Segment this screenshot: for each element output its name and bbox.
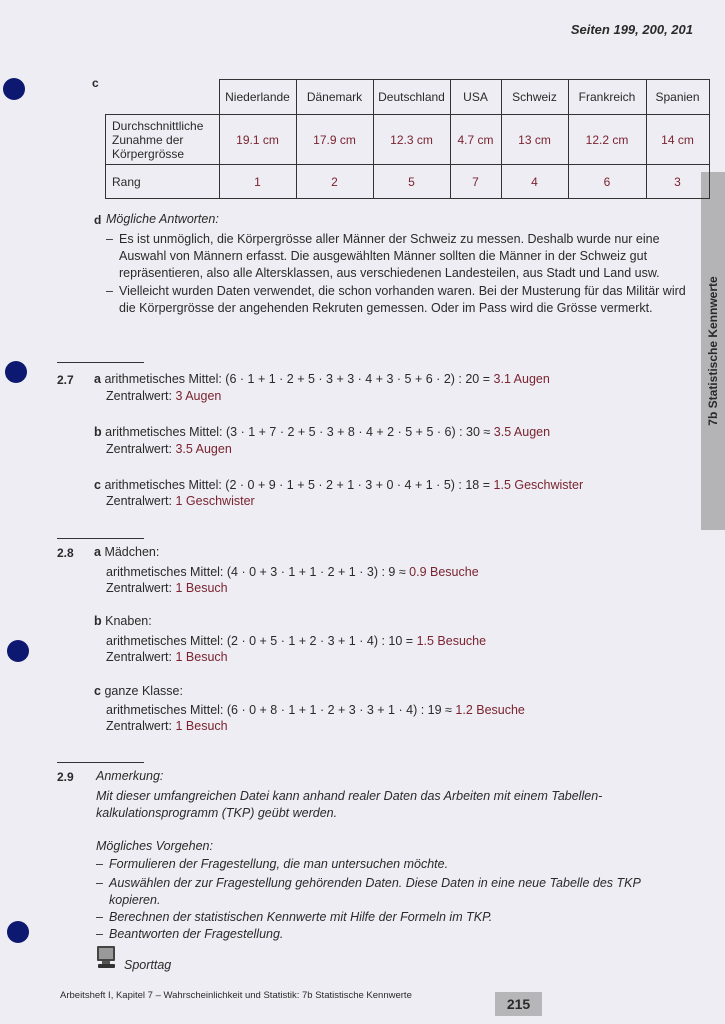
part-c-label: c [92,76,99,90]
column-header: Spanien [646,80,709,115]
answer-item: Es ist unmöglich, die Körpergrösse aller Männer der Schweiz zu messen. Deshalb wurde nur eine Auswahl von Männern erfasst. Die ausgewählten Männer sollten die Männer in der Schweiz gut repräsentieren, also alle Altersklassen, aus verschiedenen Landesteilen, aus Stadt und Land usw. [119,232,660,280]
row-header: Durchschnittliche Zunahme der Körpergrösse [106,115,220,165]
median-label: Zentralwert: [106,494,172,508]
part-label: c [94,684,101,698]
exercise-number: 2.9 [57,770,74,784]
binder-hole [7,921,29,943]
table-cell: 5 [373,165,450,199]
part-label: b [94,425,102,439]
table-cell: 4 [501,165,568,199]
answers-title: Mögliche Antworten: [106,212,219,226]
table-row [106,115,710,165]
table-cell: 7 [450,165,501,199]
part-label: a [94,545,101,559]
median-label: Zentralwert: [106,650,172,664]
median-line [106,650,228,664]
step-item: Beantworten der Fragestellung. [109,927,284,941]
section-rule [57,538,144,539]
answer-item: Vielleicht wurden Daten verwendet, die schon vorhanden waren. Bei der Musterung für das Militär wird die Körpergrösse der angehenden Rekruten gemessen. Oder im Pass wird die Grösse vermerkt. [119,284,686,315]
table-cell: 4.7 cm [450,115,501,165]
bullet-dash: – [96,876,103,890]
mean-line [94,372,550,386]
group-label: Knaben: [105,614,152,628]
computer-icon [96,945,118,969]
median-label: Zentralwert: [106,442,172,456]
mean-answer: 1.5 Geschwister [493,478,584,492]
note-text: Mit dieser umfangreichen Datei kann anhand realer Daten das Arbeiten mit einem Tabellenkalkulationsprogramm (TKP) geübt werden. [96,789,603,820]
table-cell: 12.3 cm [373,115,450,165]
exercise-number: 2.8 [57,546,74,560]
side-tab-label: 7b Statistische Kennwerte [706,276,720,426]
mean-line [94,478,583,492]
part-label: c [94,478,101,492]
mean-answer: 3.1 Augen [493,372,550,386]
mean-answer: 1.5 Besuche [416,634,487,648]
table-cell: 1 [219,165,296,199]
bullet-dash: – [96,927,103,941]
median-label: Zentralwert: [106,389,172,403]
page-number: 215 [495,992,542,1016]
column-header: Frankreich [568,80,646,115]
mean-line [106,565,479,579]
median-label: Zentralwert: [106,581,172,595]
mean-answer: 3.5 Augen [493,425,551,439]
mean-formula: arithmetisches Mittel: (3 · 1 + 7 · 2 + 5 · 3 + 8 · 4 + 2 · 5 + 5 · 6) : 30 ≈ [105,425,491,439]
binder-hole [3,78,25,100]
mean-line [106,703,525,717]
part-d-label: d [94,213,102,227]
page-reference: Seiten 199, 200, 201 [570,22,693,37]
table-cell: 2 [296,165,373,199]
mean-formula: arithmetisches Mittel: (4 · 0 + 3 · 1 + 1 · 2 + 1 · 3) : 9 ≈ [106,565,406,579]
mean-formula: arithmetisches Mittel: (2 · 0 + 9 · 1 + 5 · 2 + 1 · 3 + 0 · 4 + 1 · 5) : 18 = [104,478,491,492]
section-rule [57,762,144,763]
column-header: USA [450,80,501,115]
median-answer: 1 Besuch [175,650,228,664]
group-line [94,545,159,559]
binder-hole [7,640,29,662]
median-answer: 3.5 Augen [175,442,232,456]
group-line [94,614,152,628]
binder-hole [5,361,27,383]
median-answer: 3 Augen [175,389,222,403]
row-header: Rang [106,165,220,199]
column-header: Schweiz [501,80,568,115]
side-tab [701,172,725,530]
table-cell: 3 [646,165,709,199]
table-cell: 6 [568,165,646,199]
steps-title: Mögliches Vorgehen: [96,839,213,853]
median-line [106,442,232,456]
table-row [106,165,710,199]
column-header: Dänemark [296,80,373,115]
median-line [106,494,255,508]
file-label: Sporttag [124,958,172,972]
bullet-dash: – [106,232,113,246]
median-answer: 1 Besuch [175,581,228,595]
step-item: Formulieren der Fragestellung, die man untersuchen möchte. [109,857,449,871]
table-cell: 13 cm [501,115,568,165]
mean-formula: arithmetisches Mittel: (6 · 1 + 1 · 2 + 5 · 3 + 3 · 4 + 3 · 5 + 6 · 2) : 20 = [104,372,491,386]
table-cell: 14 cm [646,115,709,165]
mean-line [106,634,486,648]
table-cell: 17.9 cm [296,115,373,165]
table-cell: 19.1 cm [219,115,296,165]
note-title: Anmerkung: [96,769,164,783]
section-rule [57,362,144,363]
median-line [106,389,221,403]
median-answer: 1 Geschwister [175,494,255,508]
height-table [105,79,710,199]
group-label: ganze Klasse: [104,684,183,698]
mean-formula: arithmetisches Mittel: (2 · 0 + 5 · 1 + 2 · 3 + 1 · 4) : 10 = [106,634,414,648]
mean-formula: arithmetisches Mittel: (6 · 0 + 8 · 1 + 1 · 2 + 3 · 3 + 1 · 4) : 19 ≈ [106,703,452,717]
footer-text: Arbeitsheft I, Kapitel 7 – Wahrscheinlichkeit und Statistik: 7b Statistische Kennwerte [60,990,412,1001]
mean-line [94,425,550,439]
part-label: b [94,614,102,628]
median-line [106,719,228,733]
part-label: a [94,372,101,386]
exercise-number: 2.7 [57,373,74,387]
median-line [106,581,228,595]
mean-answer: 0.9 Besuche [409,565,479,579]
table-cell: 12.2 cm [568,115,646,165]
step-item: Auswählen der zur Fragestellung gehörenden Daten. Diese Daten in eine neue Tabelle des TKP kopieren. [109,876,641,907]
median-label: Zentralwert: [106,719,172,733]
bullet-dash: – [106,284,113,298]
column-header: Deutschland [373,80,450,115]
step-item: Berechnen der statistischen Kennwerte mit Hilfe der Formeln im TKP. [109,910,493,924]
median-answer: 1 Besuch [175,719,228,733]
mean-answer: 1.2 Besuche [455,703,525,717]
group-line [94,684,183,698]
bullet-dash: – [96,910,103,924]
column-header: Niederlande [219,80,296,115]
bullet-dash: – [96,857,103,871]
group-label: Mädchen: [104,545,160,559]
